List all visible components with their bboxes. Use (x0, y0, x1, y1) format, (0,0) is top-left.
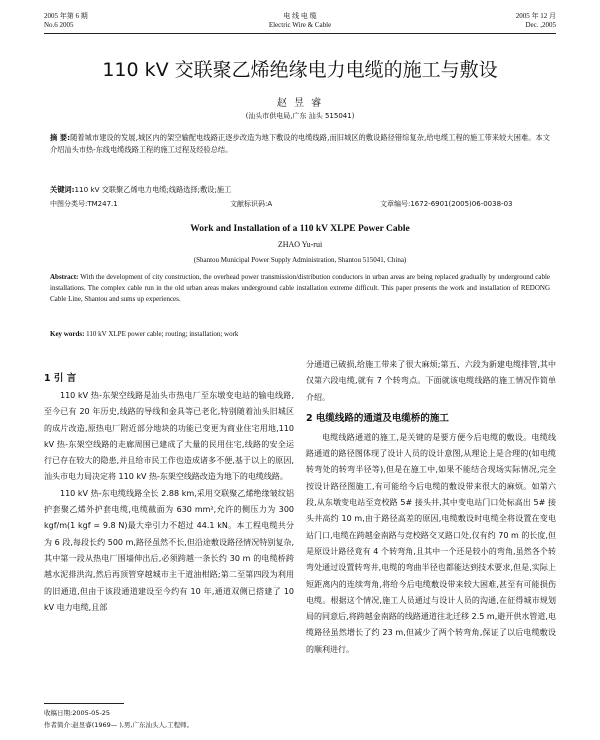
header-date (516, 12, 556, 30)
keywords-cn-text: 110 kV 交联聚乙烯电力电缆;线路选择;敷设;施工 (74, 185, 232, 194)
footnote-bio: 作者简介:赵昱睿(1969— ),男,广东汕头人,工程师。 (44, 721, 194, 729)
title-en: Work and Installation of a 110 kV XLPE Power Cable (190, 224, 410, 234)
keywords-cn (50, 184, 550, 196)
header-issue (44, 12, 88, 30)
keywords-en-label: Key words: (50, 330, 85, 338)
section-2-paragraph-1: 电缆线路通道的施工,是关键的是要方便今后电缆的敷设。电缆线路通道的路径图体现了设计人员的设计意图,从理论上是合理的(如电缆转弯处的转弯半径等),但是在施工中,如果不能结合现场实际情况,完全按设计路径图施工,有可能给今后电缆的敷设带来很大的麻烦。如第六段,从东墩变电站至竞校路 5# 接头井,其中变电站门口处标高出 5# 接头井高约 10 m,由于路径高差的原因,电缆敷设时电缆全将设置在变电站门口,电缆在跨越金南路与竞校路交叉路口处,仅有约 70 m 的长度,但是原设计路径竟有 4 个转弯角,且其中一个还是较小的弯角,虽然各个转弯处通过设置转弯井,电缆的弯曲半径也都能达到技术要求,但是,实际上短距离内的连续弯角,将给今后电缆敷设带来较大困难,甚至有可能损伤电缆。根据这个情况,施工人员通过与设计人员的沟通,在征得城市规划局的同意后,将跨越金南路的线路通道往北迁移 2.5 m,避开供水管道,电缆路径虽然增长了约 23 m,但减少了两个转弯角,保证了以后电缆敷设的顺利进行。 (306, 432, 556, 654)
affiliation-cn: (汕头市供电局,广东 汕头 515041) (245, 112, 355, 120)
article-number: 文章编号:1672-6901(2005)06-0038-03 (380, 200, 513, 208)
footnote-received: 收稿日期:2005-05-25 (44, 709, 110, 717)
keywords-cn-label: 关键词: (50, 185, 75, 194)
abstract-en-label: Abstract: (50, 273, 79, 281)
header-date-en: Dec. ,2005 (525, 21, 556, 29)
journal-name-en: Electric Wire & Cable (268, 21, 332, 29)
journal-name-cn: 电 线 电 缆 (283, 12, 317, 20)
abstract-cn-label: 摘 要: (50, 133, 71, 142)
keywords-en (50, 329, 550, 340)
abstract-cn-text: 随着城市建设的发展,城区内的架空输配电线路正逐步改造为地下敷设的电缆线路,而旧城区的敷设路径错综复杂,给电缆工程的施工带来较大困难。本文介绍汕头市热-东线电缆线路工程的施工过程及经验总结。 (50, 133, 550, 154)
header-year: 2005 年第 6 期 (44, 12, 88, 20)
continued-paragraph: 分通道已破损,给施工带来了很大麻烦;第五、六段为新建电缆排管,其中仅第六段电缆,就有 7 个转弯点。下面就该电缆线路的施工情况作简单介绍。 (306, 360, 556, 402)
abstract-en (50, 272, 550, 305)
author-en: ZHAO Yu-rui (277, 240, 323, 249)
section-1-paragraph-1: 110 kV 热-东架空线路是汕头市热电厂至东墩变电站的输电线路,至今已有 20 年历史,线路的导线和金具等已老化,特别随着汕头旧城区的成片改造,原热电厂附近部分地块的功能已变更为商业住宅用地,110 kV 热-东架空线路的走廊周围已建成了大量的民用住宅,线路的安全运行已存在较大的隐患,并且给市民工作也造成诸多不便,基于以上的原因,汕头市电力局决定将 110 kV 热-东架空线路改造为地下的电缆线路。 (44, 391, 294, 482)
document-code: 文献标识码:A (230, 200, 273, 208)
right-column (306, 357, 556, 658)
abstract-en-text: With the development of city construction, the overhead power transmission/distribution conductors in urban areas are being replaced gradually by underground cable installations. The complex cable run in the old urban areas makes underground cable installation extreme difficult. This paper presents the work and installation of REDONG Cable Line, Shantou and sums up experiences. (50, 273, 551, 303)
author-cn: 赵 昱 睿 (276, 98, 324, 109)
section-1-heading: 1 引 言 (44, 373, 77, 384)
header-month: 2005 年 12 月 (515, 12, 556, 20)
section-2-heading: 2 电缆线路的通道及电缆桥的施工 (306, 412, 449, 424)
abstract-cn (50, 132, 550, 156)
title-cn: 110 kV 交联聚乙烯绝缘电力电缆的施工与敷设 (102, 59, 498, 81)
left-column (44, 388, 294, 616)
section-1-paragraph-2: 110 kV 热-东电缆线路全长 2.88 km,采用交联聚乙烯绝缘皱纹铝护套聚乙烯外护套电缆,电缆截面为 630 mm²,允许的侧压力为 300 kgf/m(1 kgf = 9.8 N)最大牵引力不超过 44.1 kN。本工程电缆共分为 6 段,每段长约 500 m,路径虽然不长,但沿途敷设路径情况特别复杂,其中第一段从热电厂围墙伸出后,必须跨越一条长约 30 m 的电缆桥跨越水泥排洪沟,然后再顶管穿越城市主干道油柑路;第二至第四段为利用的旧通道,但由于该段通道建设至今约有 10 年,通道双侧已搭建了 10 kV 电力电缆,且部 (44, 488, 294, 612)
header-number: No.6 2005 (44, 21, 74, 29)
header-rule (44, 33, 556, 34)
keywords-en-text: 110 kV XLPE power cable; routing; installation; work (86, 330, 239, 338)
header-journal (200, 12, 400, 30)
clc-number: 中图分类号:TM247.1 (50, 200, 118, 208)
footnote-rule (44, 703, 124, 704)
affiliation-en: (Shantou Municipal Power Supply Administration, Shantou 515041, China) (193, 256, 407, 264)
